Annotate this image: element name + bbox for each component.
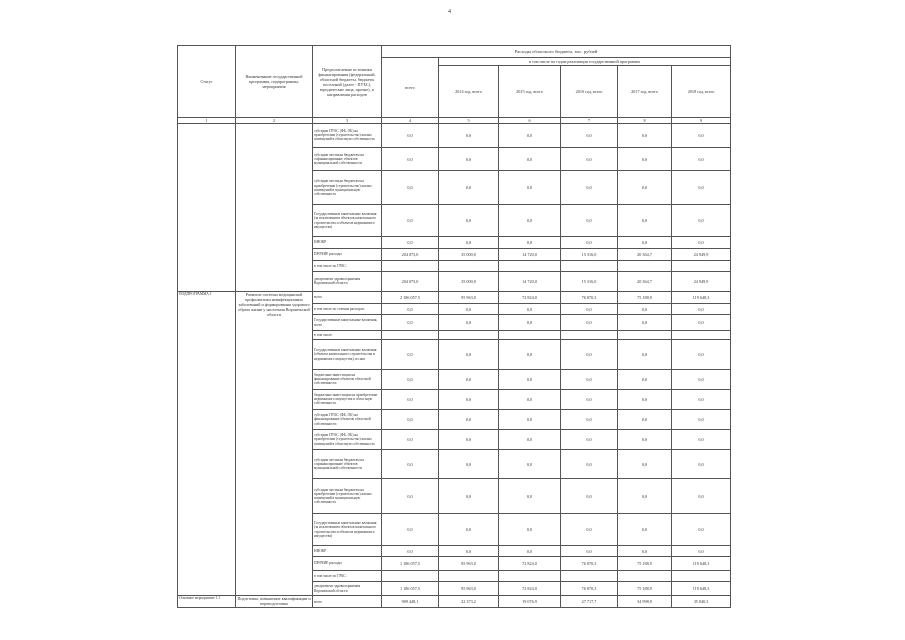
amount-cell	[618, 330, 672, 339]
amount-cell: 76 870,3	[561, 582, 618, 596]
expense-category: Государственные капитальные вложения (за исключением объектов капитального строительства и объектов недвижимого имущества)	[313, 514, 382, 546]
amount-cell: 15 316,0	[561, 272, 618, 292]
expense-category: бюджетные инвестиции на приобретение недвижимого имущества в областную собственность	[313, 389, 382, 410]
amount-cell	[561, 330, 618, 339]
amount-cell: 1 186 057,5	[382, 582, 439, 596]
column-number: 4	[382, 118, 439, 124]
amount-cell: 0,0	[672, 304, 731, 315]
amount-cell: 0,0	[382, 124, 439, 148]
column-number: 1	[178, 118, 236, 124]
amount-cell: 0,0	[439, 171, 499, 205]
amount-cell: 0,0	[561, 410, 618, 430]
amount-cell: 0,0	[672, 171, 731, 205]
amount-cell: 0,0	[382, 237, 439, 248]
amount-cell: 119 648,3	[672, 291, 731, 303]
amount-cell: 0,0	[618, 315, 672, 330]
amount-cell	[618, 570, 672, 581]
amount-cell	[672, 260, 731, 271]
amount-cell: 0,0	[499, 389, 561, 410]
amount-cell: 119 648,3	[672, 582, 731, 596]
amount-cell: 14 720,0	[499, 272, 561, 292]
amount-cell: 24 949,9	[672, 272, 731, 292]
amount-cell	[382, 260, 439, 271]
expense-category: субсидии местным бюджетам на софинансирование объектов муниципальной собственности	[313, 450, 382, 479]
amount-cell: 0,0	[382, 546, 439, 557]
amount-cell: 0,0	[672, 389, 731, 410]
amount-cell: 76 870,3	[561, 291, 618, 303]
header-total: всего	[382, 58, 439, 118]
expense-category: субсидии местным бюджетам на приобретение (строительство) жилых помещений в муниципальную собственность	[313, 479, 382, 514]
amount-cell: 14 720,0	[499, 248, 561, 260]
amount-cell: 0,0	[618, 304, 672, 315]
amount-cell: 0,0	[499, 315, 561, 330]
amount-cell: 0,0	[618, 237, 672, 248]
amount-cell: 34 998,9	[618, 596, 672, 608]
amount-cell: 0,0	[382, 479, 439, 514]
amount-cell: 35 000,0	[439, 272, 499, 292]
amount-cell: 0,0	[382, 147, 439, 171]
header-year: 2014 год, всего	[439, 66, 499, 118]
amount-cell: 0,0	[382, 171, 439, 205]
column-number: 5	[439, 118, 499, 124]
expense-category: НИОКР	[313, 237, 382, 248]
expense-category: Государственные капитальные вложения, всего	[313, 315, 382, 330]
expense-category: Государственные капитальные вложения (за исключением объектов капитального строительства и объектов недвижимого имущества)	[313, 205, 382, 237]
amount-cell: 72 824,0	[499, 291, 561, 303]
amount-cell	[439, 260, 499, 271]
amount-cell: 0,0	[672, 147, 731, 171]
amount-cell: 0,0	[618, 450, 672, 479]
amount-cell: 0,0	[382, 304, 439, 315]
amount-cell: 0,0	[439, 124, 499, 148]
header-budget-group: Расходы областного бюджета, тыс. рублей	[382, 46, 731, 58]
amount-cell: 0,0	[382, 340, 439, 370]
amount-cell: 0,0	[439, 369, 499, 389]
amount-cell: 0,0	[382, 514, 439, 546]
amount-cell	[439, 570, 499, 581]
amount-cell: 22 373,2	[439, 596, 499, 608]
header-program: Наименование государственной программы, подпрограммы, мероприятия	[236, 46, 313, 118]
amount-cell: 0,0	[439, 304, 499, 315]
expense-category: ПРОЧИЕ расходы	[313, 248, 382, 260]
amount-cell: 0,0	[561, 389, 618, 410]
column-number: 3	[313, 118, 382, 124]
amount-cell: 0,0	[382, 410, 439, 430]
amount-cell: 0,0	[561, 340, 618, 370]
amount-cell: 0,0	[672, 479, 731, 514]
expense-category: всего	[313, 291, 382, 303]
event-name: Подготовка, повышение квалификации и переподготовка	[237, 596, 311, 607]
subprogram-status: ПОДПРОГРАММА 1	[178, 291, 236, 596]
amount-cell: 75 188,9	[618, 582, 672, 596]
column-number: 9	[672, 118, 731, 124]
amount-cell: 0,0	[561, 429, 618, 450]
amount-cell: 35 000,0	[439, 248, 499, 260]
expense-category: в том числе по статьям расходов:	[313, 304, 382, 315]
amount-cell: 0,0	[382, 205, 439, 237]
amount-cell: 0,0	[382, 389, 439, 410]
amount-cell: 0,0	[439, 514, 499, 546]
amount-cell: 0,0	[439, 147, 499, 171]
amount-cell: 0,0	[618, 124, 672, 148]
amount-cell	[382, 570, 439, 581]
amount-cell: 95 963,0	[439, 557, 499, 570]
amount-cell: 0,0	[672, 514, 731, 546]
header-status: Статус	[178, 46, 236, 118]
budget-table	[177, 45, 731, 608]
amount-cell: 0,0	[499, 410, 561, 430]
amount-cell: 0,0	[561, 147, 618, 171]
expense-category: всего	[313, 596, 382, 608]
amount-cell: 0,0	[499, 429, 561, 450]
amount-cell: 0,0	[439, 546, 499, 557]
event-status: Основное мероприятие 1.1	[178, 596, 236, 608]
amount-cell: 75 188,9	[618, 557, 672, 570]
amount-cell: 0,0	[561, 450, 618, 479]
amount-cell: 0,0	[618, 429, 672, 450]
amount-cell: 15 316,0	[561, 248, 618, 260]
amount-cell: 1 186 057,5	[382, 557, 439, 570]
amount-cell: 0,0	[618, 389, 672, 410]
column-number: 2	[236, 118, 313, 124]
table-row	[178, 596, 731, 608]
amount-cell: 0,0	[382, 315, 439, 330]
amount-cell: 0,0	[439, 237, 499, 248]
amount-cell	[561, 260, 618, 271]
amount-cell: 0,0	[672, 369, 731, 389]
amount-cell: 204 075,0	[382, 248, 439, 260]
amount-cell: 0,0	[672, 315, 731, 330]
amount-cell: 72 824,0	[499, 557, 561, 570]
amount-cell: 27 717,7	[561, 596, 618, 608]
expense-category: субсидии ПУБС (ФБ, ОБ) на приобретение (строительство) жилых помещений в областную собственность	[313, 124, 382, 148]
page-number: 4	[448, 9, 451, 15]
amount-cell: 0,0	[672, 450, 731, 479]
amount-cell: 0,0	[618, 340, 672, 370]
amount-cell	[672, 570, 731, 581]
amount-cell	[672, 330, 731, 339]
amount-cell: 0,0	[439, 340, 499, 370]
amount-cell: 0,0	[499, 205, 561, 237]
amount-cell: 0,0	[672, 410, 731, 430]
amount-cell: 0,0	[618, 205, 672, 237]
header-year: 2016 год, всего	[561, 66, 618, 118]
status-cell-empty	[178, 124, 236, 292]
column-number: 8	[618, 118, 672, 124]
amount-cell: 0,0	[561, 304, 618, 315]
amount-cell: 0,0	[499, 546, 561, 557]
expense-category: ПРОЧИЕ расходы	[313, 557, 382, 570]
amount-cell: 0,0	[499, 514, 561, 546]
amount-cell: 909 448,1	[382, 596, 439, 608]
amount-cell: 0,0	[672, 237, 731, 248]
amount-cell: 0,0	[439, 389, 499, 410]
amount-cell: 0,0	[618, 147, 672, 171]
expense-category: департамент здравоохранения Воронежской области	[313, 582, 382, 596]
amount-cell: 0,0	[561, 546, 618, 557]
amount-cell: 20 364,7	[618, 248, 672, 260]
expense-category: бюджетные инвестиции на финансирование объектов областной собственности	[313, 369, 382, 389]
expense-category: Государственные капитальные вложения (объекты капитального строительства и недвижимого имущества), из них	[313, 340, 382, 370]
amount-cell: 75 188,9	[618, 291, 672, 303]
expense-category: НИОКР	[313, 546, 382, 557]
amount-cell: 0,0	[672, 546, 731, 557]
subprogram-name: Развитие системы медицинской профилактики неинфекционных заболеваний и формирования здорового образа жизни у населения Воронежской области	[236, 291, 313, 596]
amount-cell: 0,0	[618, 514, 672, 546]
amount-cell: 0,0	[561, 237, 618, 248]
amount-cell: 0,0	[618, 410, 672, 430]
expense-category: департамент здравоохранения Воронежской области	[313, 272, 382, 292]
amount-cell: 0,0	[672, 429, 731, 450]
column-number: 6	[499, 118, 561, 124]
amount-cell: 0,0	[561, 205, 618, 237]
amount-cell: 0,0	[439, 429, 499, 450]
amount-cell: 0,0	[561, 124, 618, 148]
amount-cell: 0,0	[618, 171, 672, 205]
expense-category: в том числе:	[313, 330, 382, 339]
amount-cell: 0,0	[439, 479, 499, 514]
amount-cell: 95 963,0	[439, 582, 499, 596]
amount-cell: 0,0	[499, 450, 561, 479]
amount-cell: 0,0	[499, 237, 561, 248]
amount-cell: 19 076,9	[499, 596, 561, 608]
amount-cell: 0,0	[499, 340, 561, 370]
amount-cell	[618, 260, 672, 271]
amount-cell: 76 870,3	[561, 557, 618, 570]
program-cell-empty	[236, 124, 313, 292]
amount-cell: 0,0	[439, 410, 499, 430]
amount-cell	[439, 330, 499, 339]
amount-cell: 0,0	[499, 479, 561, 514]
expense-category: в том числе по ГРБС:	[313, 260, 382, 271]
amount-cell: 0,0	[499, 124, 561, 148]
amount-cell: 0,0	[561, 315, 618, 330]
expense-category: субсидии местным бюджетам на софинансирование объектов муниципальной собственности	[313, 147, 382, 171]
amount-cell	[382, 330, 439, 339]
amount-cell: 95 963,0	[439, 291, 499, 303]
column-number: 7	[561, 118, 618, 124]
amount-cell: 0,0	[382, 450, 439, 479]
amount-cell	[561, 570, 618, 581]
amount-cell: 0,0	[382, 369, 439, 389]
amount-cell: 119 648,3	[672, 557, 731, 570]
amount-cell: 0,0	[561, 171, 618, 205]
amount-cell: 20 364,7	[618, 272, 672, 292]
amount-cell: 0,0	[561, 369, 618, 389]
amount-cell: 0,0	[382, 429, 439, 450]
amount-cell: 0,0	[618, 479, 672, 514]
header-source: Предполагаемые источники финансирования (федеральный, областной бюджеты, бюджеты поселений (далее - ПУБС), юридические лица, прочие), и направления расходов	[313, 46, 382, 118]
amount-cell: 72 824,0	[499, 582, 561, 596]
amount-cell: 0,0	[439, 205, 499, 237]
header-year: 2018 год, всего	[672, 66, 731, 118]
amount-cell: 0,0	[499, 171, 561, 205]
header-year: 2015 год, всего	[499, 66, 561, 118]
expense-category: субсидии ПУБС (ФБ, ОБ) на финансирование объектов областной собственности	[313, 410, 382, 430]
amount-cell	[499, 570, 561, 581]
amount-cell: 0,0	[672, 340, 731, 370]
table-row	[178, 124, 731, 148]
expense-category: в том числе по ГРБС:	[313, 570, 382, 581]
amount-cell: 0,0	[561, 514, 618, 546]
amount-cell	[499, 330, 561, 339]
amount-cell: 0,0	[499, 369, 561, 389]
header-subgroup: в том числе по годам реализации государственной программы	[439, 58, 731, 66]
header-year: 2017 год, всего	[618, 66, 672, 118]
table-row	[178, 291, 731, 303]
amount-cell: 0,0	[439, 450, 499, 479]
amount-cell: 24 949,9	[672, 248, 731, 260]
amount-cell: 0,0	[439, 315, 499, 330]
amount-cell: 204 075,0	[382, 272, 439, 292]
expense-category: субсидии местным бюджетам на приобретение (строительство) жилых помещений в муниципальную собственность	[313, 171, 382, 205]
expense-category: субсидии ПУБС (ФБ, ОБ) на приобретение (строительство) жилых помещений в областную собственность	[313, 429, 382, 450]
amount-cell: 0,0	[672, 124, 731, 148]
amount-cell: 2 186 057,5	[382, 291, 439, 303]
amount-cell: 0,0	[672, 205, 731, 237]
amount-cell	[499, 260, 561, 271]
amount-cell: 35 040,3	[672, 596, 731, 608]
amount-cell: 0,0	[618, 546, 672, 557]
amount-cell: 0,0	[618, 369, 672, 389]
amount-cell: 0,0	[561, 479, 618, 514]
amount-cell: 0,0	[499, 147, 561, 171]
amount-cell: 0,0	[499, 304, 561, 315]
